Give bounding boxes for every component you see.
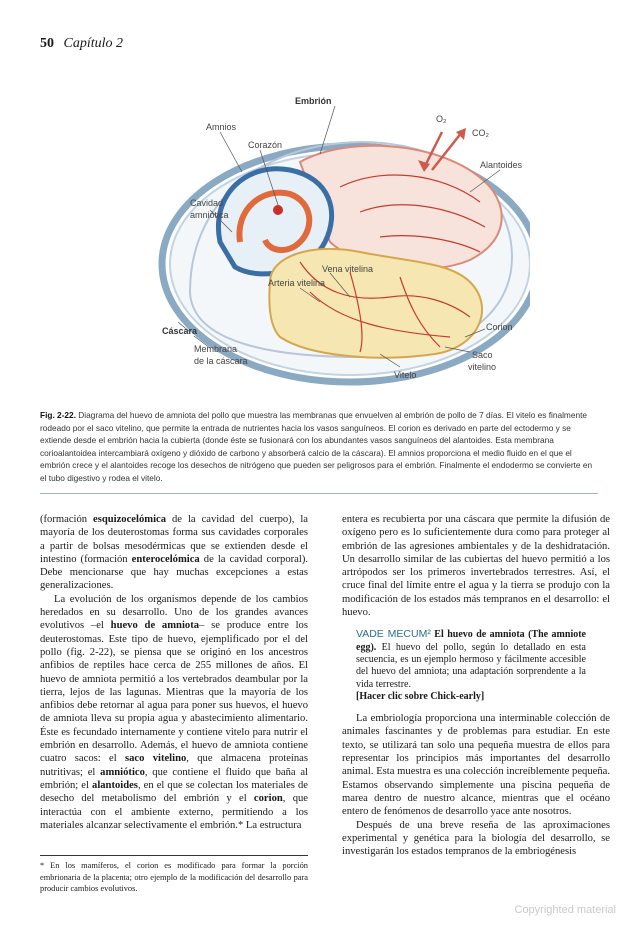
term-saco-vitelino: saco vitelino [124,753,187,765]
term-esquizocelomica: esquizocelómica [93,514,167,525]
page-header [40,36,123,52]
label-saco-1: Saco [472,350,493,360]
embryo-heart [273,205,283,215]
label-corion: Corion [486,322,513,332]
label-membrana-2: de la cáscara [194,356,248,366]
label-arteria-vitelina: Arteria vitelina [268,278,326,288]
vade-mecum-link[interactable]: [Hacer clic sobre Chick-early] [356,690,485,702]
text-run: , que interactúa con el ambiente externo, permitiendo a los materiales alcanzar selectivamente el embrión.* La estructura [40,793,308,831]
label-embrion: Embrión [295,96,332,106]
label-amnios: Amnios [206,122,237,132]
label-membrana-1: Membrana [194,344,238,354]
text-run: de la cavidad del cuerpo), la mayoría de los deuterostomas forma sus cavidades corporales a partir de bolsas mesodérmicas que se extienden desde el intestino (formación [40,514,309,565]
vade-mecum-box [356,628,586,703]
chapter-title: Capítulo 2 [63,36,124,51]
label-cavidad-2: amniótica [190,210,229,220]
left-paragraph-2 [40,593,308,832]
copyright-watermark: Copyrighted material [514,904,616,916]
figure-caption [40,409,598,494]
text-run: (formación [40,514,94,525]
label-cavidad-1: Cavidad [190,198,224,208]
term-amniotico: amniótico [100,766,145,778]
caption-text: Diagrama del huevo de amniota del pollo que muestra las membranas que envuelven al embrión de pollo de 7 días. El vitelo es finalmente rodeado por el saco vitelino, que permite la entrada de nutrientes hacia los vasos sanguíneos. El corion es derivado en parte del ectodermo y se extiende desde el embrión hacia la cubierta (donde éste se fusionará con los abundantes vasos sanguíneos del alantoides. Esta membrana corioalantoidea intercambiará oxígeno y dióxido de carbono y absorberá calcio de la cáscara). El amnios proporciona el medio fluido en el que el embrión crece y el alantoides recoge los desechos de nitrógeno que pueden ser peligrosos para el embrión. Finalmente el endodermo se convierte en el tubo digestivo y rodea el vitelo. [40,410,593,483]
label-vitelo: Vitelo [394,370,417,380]
footnote: * En los mamíferos, el corion es modificado para formar la porción embrionaria de la placenta; otro ejemplo de la modificación del desarrollo para producir cambios evolutivos. [40,855,308,895]
right-column [342,513,610,858]
label-cascara: Cáscara [162,326,198,336]
left-column [40,513,308,832]
term-corion: corion [253,793,283,805]
text-run: – se produce entre los deuterostomas. Este tipo de huevo, ejemplificado por el del pollo (fig. 2-22), se piensa que se originó en los ancestros anfibios de reptiles hace cerca de 255 millones de años. El huevo de amniota permitió a los vertebrados deambular por la tierra, lejos de las lagunas. Mientras que la mayoría de los anfibios debe retornar al agua para poner sus huevos, el huevo de amniota lleva su propia agua y abastecimiento alimentario. Éste es fecundado internamente y contiene vitelo para nutrir el embrión en desarrollo. Además, el huevo de amniota contiene cuatro sacos: el [40,620,308,765]
term-alantoides: alantoides [92,779,138,791]
vade-mecum-text: El huevo del pollo, según lo detallado en esta secuencia, es un ejemplo hermoso y fácilmente accesible del huevo del amniota; una adaptación sorprendente a la vida terrestre. [356,641,586,690]
vade-mecum-title: VADE MECUM² [356,628,431,641]
text-run: , que contiene el fluido que baña al embrión; el [40,766,308,791]
page-number: 50 [40,36,54,51]
text-run: de la cavidad corporal). Debe mencionarse que hay muchas excepciones a estas generalizaciones. [40,553,308,592]
vade-mecum-heading: El huevo de amniota (The amniote egg). [356,629,586,653]
label-o2: O₂ [436,114,447,124]
amniote-egg-figure [150,92,530,392]
text-run: , que almacena proteínas nutritivas; el [40,753,308,778]
label-vena-vitelina: Vena vitelina [322,264,374,274]
label-co2: CO₂ [472,128,489,138]
label-alantoides: Alantoides [480,160,523,170]
label-corazon: Corazón [248,140,283,150]
right-paragraph-3: Después de una breve reseña de las aproximaciones experimental y genética para la biología del desarrollo, se investigarán los estados tempranos de la embriogénesis [342,819,610,858]
text-run: , en el que se colectan los materiales de desecho del metabolismo del embrión y el [40,779,308,805]
left-paragraph-1 [40,513,308,593]
right-paragraph-2: La embriología proporciona una interminable colección de animales fascinantes y de problemas para estudiar. En este texto, se utilizará tan solo una pequeña muestra de ellos para representar los principios más importantes del desarrollo animal. Esta muestra es una colección increíblemente pequeña. Estamos observando simplemente una piscina pequeña de marea dentro de nuestro alcance, mientras que el océano entero de fenómenos de desarrollo yace ante nosotros. [342,713,610,818]
text-run: La evolución de los organismos depende de los cambios heredados en su desarrollo. Uno de los grandes avances evolutivos –el [40,593,308,632]
right-paragraph-1: entera es recubierta por una cáscara que permite la difusión de oxígeno pero es lo suficientemente dura como para proteger al embrión de las agresiones ambientales y de la deshidratación. Un desarrollo similar de las cubiertas del huevo permitió a los artrópodos ser los primeros invertebrados terrestres. Así, el cruce final del límite entre el agua y la tierra se produjo con la modificación de los estados más tempranos en el desarrollo: el huevo. [342,514,610,619]
term-enterocelomica: enterocelómica [131,553,200,565]
label-saco-2: vitelino [468,362,497,372]
caption-label: Fig. 2-22. [40,410,76,420]
term-huevo-de-amniota: huevo de amniota [110,620,200,632]
